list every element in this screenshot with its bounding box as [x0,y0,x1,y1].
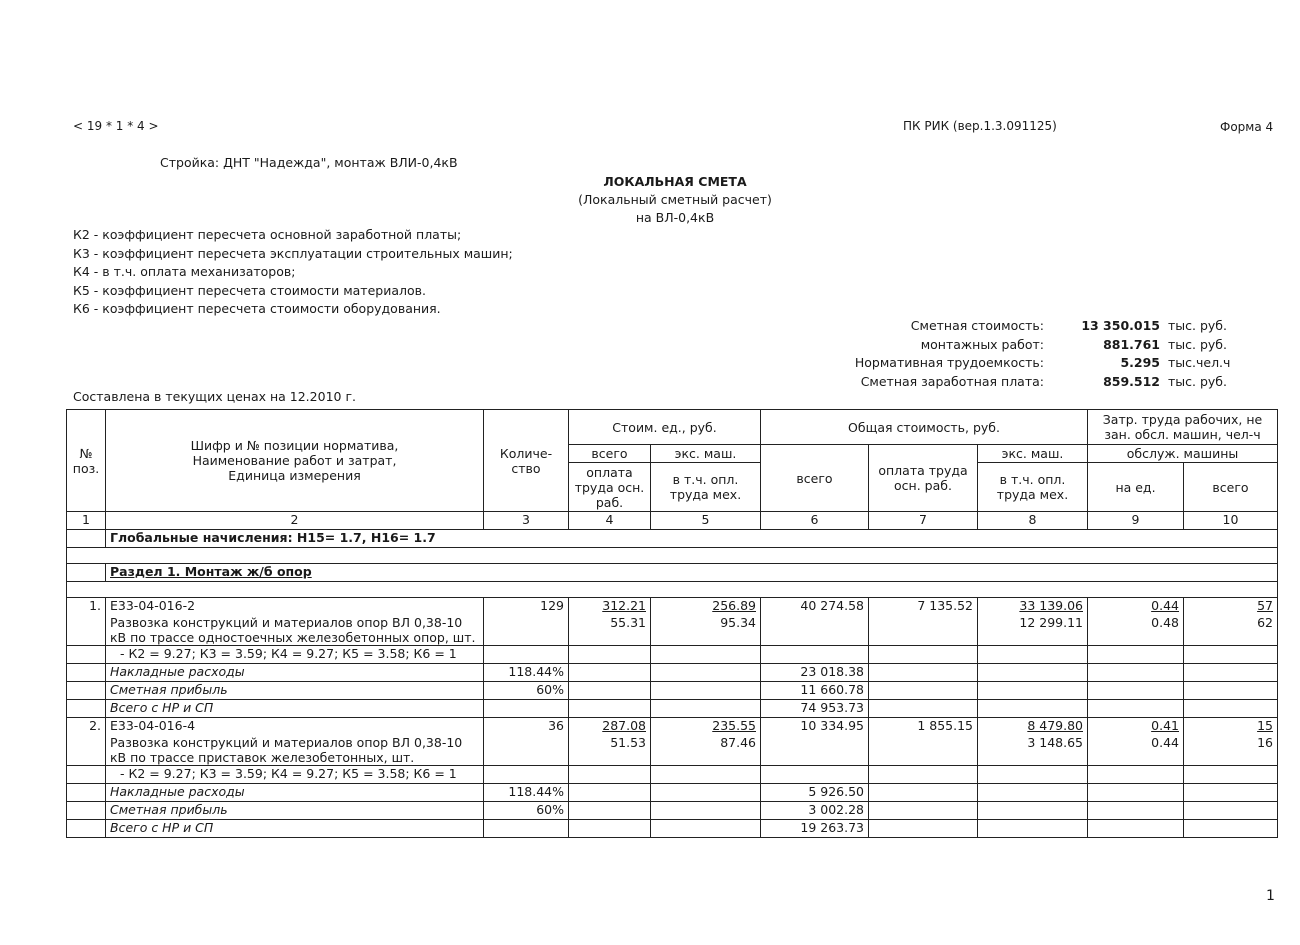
summary-row [830,354,1230,373]
header-labor: Затр. труда рабочих, не зан. обсл. машин, чел-ч [1088,410,1278,445]
header-obsluzh: обслуж. машины [1088,445,1278,463]
item-c4b: 51.53 [569,735,651,766]
item-c8b: 3 148.65 [978,735,1088,766]
item-c5a: 256.89 [651,598,761,616]
construction-site: Стройка: ДНТ "Надежда", монтаж ВЛИ-0,4кВ [160,155,458,170]
item-coefficients: - К2 = 9.27; К3 = 3.59; К4 = 9.27; К5 = 3.58; К6 = 1 [106,646,484,664]
coef-k6: К6 - коэффициент пересчета стоимости оборудования. [73,301,441,316]
summary-value: 5.295 [1120,355,1160,370]
header-oplata-7: оплата труда осн. раб. [869,445,978,512]
item-c10b: 16 [1184,735,1278,766]
item-qty: 36 [484,718,569,736]
col-number: 9 [1088,512,1184,530]
col-number: 1 [67,512,106,530]
summary-value: 859.512 [1103,373,1160,389]
table-row [67,718,1278,736]
overhead-label: Накладные расходы [106,664,484,682]
summary-unit: тыс. руб. [1168,373,1227,389]
table-row [67,615,1278,646]
document-subtitle: (Локальный сметный расчет) [578,192,772,207]
item-c6: 40 274.58 [761,598,869,616]
program-version: ПК РИК (вер.1.3.091125) [903,119,1057,133]
item-c8b: 12 299.11 [978,615,1088,646]
total-label: Всего с НР и СП [106,700,484,718]
table-row [67,820,1278,838]
header-vsego-6: всего [761,445,869,512]
item-code: Е33-04-016-2 [106,598,484,616]
item-c9b: 0.44 [1088,735,1184,766]
global-charges-row [67,530,1278,548]
summary-unit: тыс. руб. [1168,318,1227,333]
header-total-cost: Общая стоимость, руб. [761,410,1088,445]
total-value: 74 953.73 [761,700,869,718]
header-vtch-8: в т.ч. опл. труда мех. [978,463,1088,512]
header-qty: Количе-ство [484,410,569,512]
document-code: < 19 * 1 * 4 > [73,119,159,133]
item-code: Е33-04-016-4 [106,718,484,736]
coef-k4: К4 - в т.ч. оплата механизаторов; [73,264,296,279]
page-number: 1 [1266,888,1275,904]
header-oplata: оплата труда осн. раб. [569,463,651,512]
table-row [67,802,1278,820]
form-number: Форма 4 [1220,120,1274,134]
summary-value: 13 350.015 [1081,318,1160,333]
item-c7: 1 855.15 [869,718,978,736]
header-eks-mash: экс. маш. [651,445,761,463]
estimate-table [66,409,1278,838]
item-c10b: 62 [1184,615,1278,646]
item-c8a: 8 479.80 [978,718,1088,736]
overhead-label: Накладные расходы [106,784,484,802]
col-number: 4 [569,512,651,530]
item-c5b: 95.34 [651,615,761,646]
overhead-value: 23 018.38 [761,664,869,682]
document-title: ЛОКАЛЬНАЯ СМЕТА [603,174,747,189]
item-c8a: 33 139.06 [978,598,1088,616]
section-row [67,564,1278,582]
profit-value: 3 002.28 [761,802,869,820]
coef-k2: К2 - коэффициент пересчета основной заработной платы; [73,227,462,242]
column-number-row [67,512,1278,530]
item-pos: 2. [67,718,106,736]
item-c4b: 55.31 [569,615,651,646]
global-charges: Глобальные начисления: Н15= 1.7, Н16= 1.7 [106,530,1278,548]
item-c7: 7 135.52 [869,598,978,616]
coef-k5: К5 - коэффициент пересчета стоимости материалов. [73,282,426,298]
summary-label: монтажных работ: [920,336,1044,352]
spacer-row [67,548,1278,564]
item-qty: 129 [484,598,569,616]
item-pos: 1. [67,598,106,616]
col-number: 8 [978,512,1088,530]
table-row [67,682,1278,700]
document-object: на ВЛ-0,4кВ [635,210,715,225]
header-vtch: в т.ч. опл. труда мех. [651,463,761,512]
profit-label: Сметная прибыль [106,802,484,820]
item-c5b: 87.46 [651,735,761,766]
table-header-row [67,410,1278,445]
col-number: 5 [651,512,761,530]
item-c9a: 0.41 [1088,718,1184,736]
header-pos: № поз. [67,410,106,512]
profit-label: Сметная прибыль [106,682,484,700]
item-c9a: 0.44 [1088,598,1184,616]
table-row [67,664,1278,682]
profit-pct: 60% [484,682,569,700]
col-number: 6 [761,512,869,530]
header-vsego-10: всего [1184,463,1278,512]
summary-value: 881.761 [1103,336,1160,352]
table-row [67,766,1278,784]
item-c10a: 57 [1184,598,1278,616]
spacer-row [67,582,1278,598]
total-value: 19 263.73 [761,820,869,838]
coefficient-legend [73,226,513,319]
total-label: Всего с НР и СП [106,820,484,838]
item-c5a: 235.55 [651,718,761,736]
header-name: Шифр и № позиции норматива, Наименование работ и затрат, Единица измерения [106,410,484,512]
summary-row [830,336,1230,355]
item-c9b: 0.48 [1088,615,1184,646]
summary-row [830,373,1230,392]
header-vsego: всего [569,445,651,463]
header-unit-cost: Стоим. ед., руб. [569,410,761,445]
col-number: 3 [484,512,569,530]
overhead-pct: 118.44% [484,664,569,682]
item-coefficients: - К2 = 9.27; К3 = 3.59; К4 = 9.27; К5 = 3.58; К6 = 1 [106,766,484,784]
summary-unit: тыс.чел.ч [1168,355,1231,370]
item-c4a: 312.21 [569,598,651,616]
cost-summary [830,317,1230,391]
table-row [67,646,1278,664]
overhead-value: 5 926.50 [761,784,869,802]
item-desc: Развозка конструкций и материалов опор ВЛ 0,38-10 кВ по трассе одностоечных железобетонных опор, шт. [106,615,484,646]
item-c4a: 287.08 [569,718,651,736]
table-row [67,598,1278,616]
profit-pct: 60% [484,802,569,820]
summary-label: Нормативная трудоемкость: [854,355,1044,370]
section-title: Раздел 1. Монтаж ж/б опор [106,564,1278,582]
overhead-pct: 118.44% [484,784,569,802]
header-na-ed: на ед. [1088,463,1184,512]
coef-k3: К3 - коэффициент пересчета эксплуатации строительных машин; [73,245,513,261]
col-number: 10 [1184,512,1278,530]
document-title-block [520,173,830,227]
table-row [67,784,1278,802]
item-desc: Развозка конструкций и материалов опор ВЛ 0,38-10 кВ по трассе приставок железобетонных, шт. [106,735,484,766]
summary-label: Сметная стоимость: [910,318,1044,333]
item-c6: 10 334.95 [761,718,869,736]
summary-unit: тыс. руб. [1168,336,1227,352]
profit-value: 11 660.78 [761,682,869,700]
col-number: 7 [869,512,978,530]
col-number: 2 [106,512,484,530]
table-row [67,735,1278,766]
price-date-note: Составлена в текущих ценах на 12.2010 г. [73,389,356,404]
table-row [67,700,1278,718]
item-c10a: 15 [1184,718,1278,736]
summary-row [830,317,1230,336]
summary-label: Сметная заработная плата: [860,373,1044,389]
header-eks-mash-8: экс. маш. [978,445,1088,463]
